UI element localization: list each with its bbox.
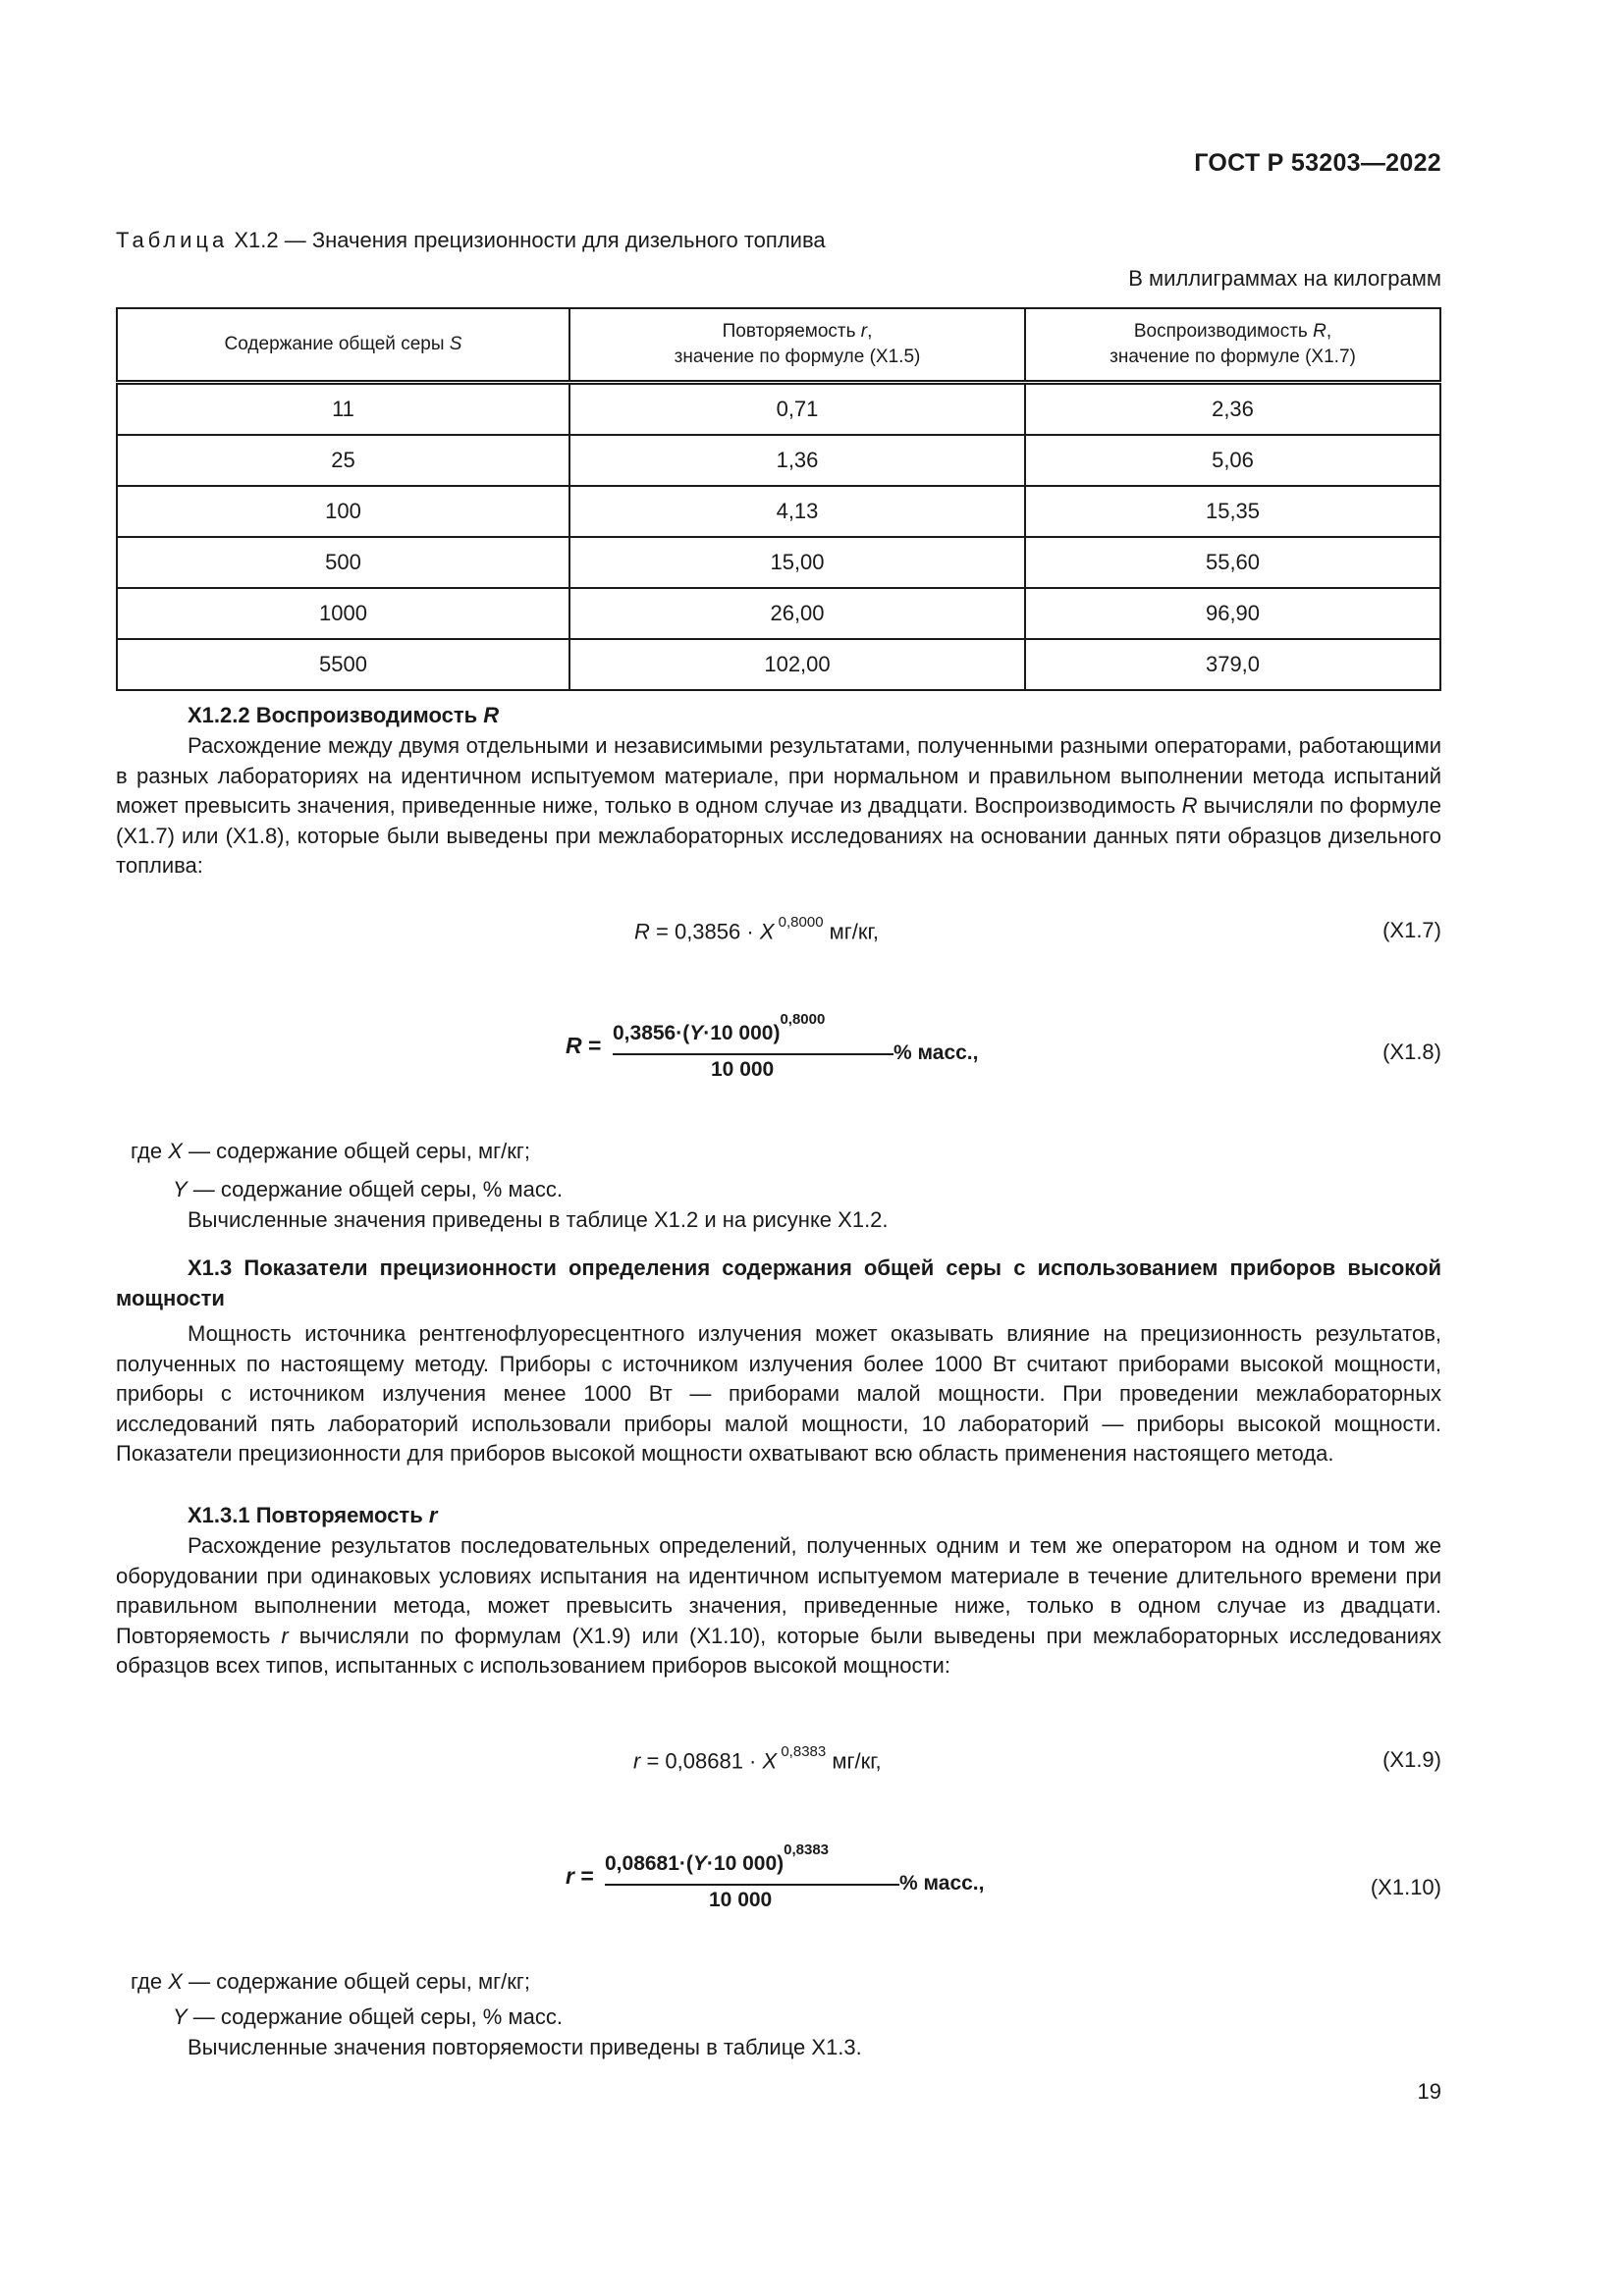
equation-number-x1-7: (X1.7) [1382,918,1441,942]
eq-x1-8-fraction-bar [613,1053,893,1055]
section-heading-repeatability: X1.3.1 Повторяемость r [188,1503,438,1527]
cell-repeatability: 26,00 [569,588,1025,639]
cell-sulfur: 25 [117,435,569,486]
table-row [117,486,1440,537]
cell-sulfur: 100 [117,486,569,537]
document-id: ГОСТ Р 53203—2022 [1194,149,1441,177]
cell-reproducibility: 2,36 [1025,383,1440,436]
table-caption-prefix: Таблица [116,228,229,252]
eq-x1-10-lhs: r [566,1863,574,1889]
header-repeatability: Повторяемость r, значение по формуле (X1.5) [569,308,1025,383]
table-units: В миллиграммах на килограмм [1128,266,1441,291]
table-row [117,435,1440,486]
cell-repeatability: 4,13 [569,486,1025,537]
where-note: Вычисленные значения повторяемости приведены в таблице X1.3. [188,2035,862,2059]
section-heading-reproducibility: X1.2.2 Воспроизводимость R [188,703,500,727]
where-x-line: где X — содержание общей серы, мг/кг; [131,1139,531,1163]
page-number: 19 [1417,2079,1441,2104]
equation-x1-8 [562,1011,1013,1090]
equation-number-x1-9: (X1.9) [1382,1747,1441,1772]
cell-sulfur: 500 [117,537,569,588]
where-y-line: Y — содержание общей серы, % масс. [173,1177,563,1201]
cell-reproducibility: 96,90 [1025,588,1440,639]
table-row [117,383,1440,436]
cell-sulfur: 1000 [117,588,569,639]
eq-x1-8-equals: = [581,1033,602,1058]
eq-x1-10-numerator: 0,08681·(Y·10 000)$^{0,8383}$ [605,1842,830,1875]
cell-reproducibility: 55,60 [1025,537,1440,588]
cell-reproducibility: 5,06 [1025,435,1440,486]
cell-repeatability: 15,00 [569,537,1025,588]
equation-number-x1-8: (X1.8) [1382,1040,1441,1064]
eq-x1-8-denominator: 10 000 [711,1058,775,1081]
eq-x1-10-fraction-bar [605,1884,899,1886]
header-reproducibility: Воспроизводимость R, значение по формуле (X1.7) [1025,308,1440,383]
where-x-line: где X — содержание общей серы, мг/кг; [131,1969,531,1994]
paragraph-repeatability: Расхождение результатов последовательных определений, полученных одним и тем же оператором на одном и том же оборудовании при одинаковых условиях испытания на идентичном испытуемом материале в течение длительного времени при правильном выполнении метода, может превысить значения, приведенные ниже, только в одном случае из двадцати. Повторяемость r вычисляли по формулам (X1.9) или (X1.10), которые были выведены при межлабораторных исследованиях образцов всех типов, испытанных с использованием приборов высокой мощности: [116,1533,1441,1679]
cell-repeatability: 0,71 [569,383,1025,436]
cell-sulfur: 11 [117,383,569,436]
where-note: Вычисленные значения приведены в таблице X1.2 и на рисунке X1.2. [188,1207,889,1232]
table-caption-text: X1.2 — Значения прецизионности для дизельного топлива [228,228,826,252]
equation-x1-10 [564,1842,1015,1920]
equation-x1-9: r = 0,08681 · X $^{0,8383}$ мг/кг, [633,1743,882,1774]
cell-repeatability: 102,00 [569,639,1025,690]
table-row [117,537,1440,588]
paragraph-high-power: Мощность источника рентгенофлуоресцентного излучения может оказывать влияние на прецизионность результатов, полученных по настоящему методу. Приборы с источником излучения более 1000 Вт считают приборами высокой мощности, приборы с источником излучения менее 1000 Вт — приборами малой мощности. При проведении межлабораторных исследований пять лабораторий использовали приборы малой мощности, 10 лабораторий — приборы высокой мощности. Показатели прецизионности для приборов высокой мощности охватывают всю область применения настоящего метода. [116,1321,1441,1467]
where-y-line: Y — содержание общей серы, % масс. [173,2004,563,2029]
table-row [117,639,1440,690]
equation-number-x1-10: (X1.10) [1370,1875,1441,1899]
cell-repeatability: 1,36 [569,435,1025,486]
precision-table [116,307,1441,691]
cell-sulfur: 5500 [117,639,569,690]
section-heading-high-power: X1.3 Показатели прецизионности определения содержания общей серы с использованием приборов высокой мощности [116,1255,1441,1310]
cell-reproducibility: 15,35 [1025,486,1440,537]
eq-x1-10-equals: = [573,1863,594,1889]
equation-x1-7: R = 0,3856 · X $^{0,8000}$ мг/кг, [634,914,879,944]
eq-x1-8-numerator: 0,3856·(Y·10 000)$^{0,8000}$ [613,1011,826,1044]
eq-x1-10-rhs: % масс., [899,1872,985,1895]
cell-reproducibility: 379,0 [1025,639,1440,690]
table-header-row [117,308,1440,383]
paragraph-reproducibility: Расхождение между двумя отдельными и независимыми результатами, полученными разными операторами, работающими в разных лабораториях на идентичном испытуемом материале, при нормальном и правильном выполнении метода испытаний может превысить значения, приведенные ниже, только в одном случае из двадцати. Воспроизводимость R вычисляли по формуле (X1.7) или (X1.8), которые были выведены при межлабораторных исследованиях на основании данных пяти образцов дизельного топлива: [116,733,1441,879]
table-row [117,588,1440,639]
eq-x1-8-lhs: R [566,1033,582,1058]
eq-x1-8-rhs: % масс., [893,1041,979,1064]
table-caption [116,228,826,253]
header-sulfur-content: Содержание общей серы S [117,308,569,383]
eq-x1-10-denominator: 10 000 [709,1889,773,1911]
